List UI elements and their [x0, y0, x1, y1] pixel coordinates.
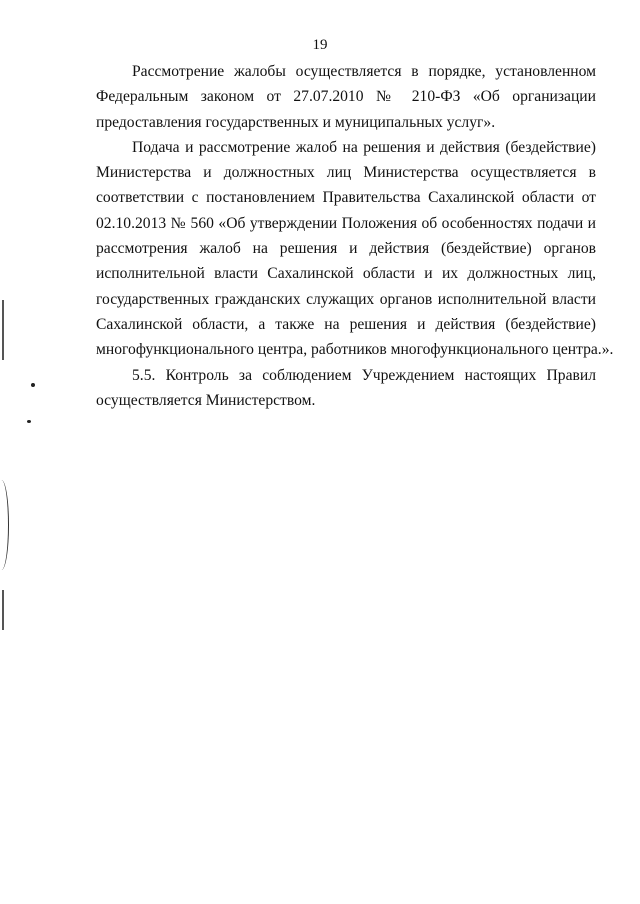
text-line: соответствии с постановлением Правительства Сахалинской области от — [96, 189, 596, 207]
text-line: исполнительной власти Сахалинской области и их должностных лиц, — [96, 265, 596, 283]
scan-speck — [31, 383, 35, 387]
text-line: рассмотрения жалоб на решения и действия (бездействие) органов — [96, 240, 596, 258]
text-line: 02.10.2013 № 560 «Об утверждении Положения об особенностях подачи и — [96, 214, 596, 232]
text-line: Рассмотрение жалобы осуществляется в порядке, установленном — [132, 63, 596, 80]
text-line: осуществляется Министерством. — [96, 391, 316, 409]
text-line: Федеральным законом от 27.07.2010 № 210-ФЗ «Об организации — [96, 88, 596, 106]
scan-speck — [27, 420, 31, 423]
text-line: Сахалинской области, а также на решения и действия (бездействие) — [96, 315, 596, 333]
scan-edge-line — [2, 590, 4, 630]
text-line: предоставления государственных и муниципальных услуг». — [96, 113, 496, 131]
text-line: Министерства и должностных лиц Министерства осуществляется в — [96, 164, 596, 182]
text-line: Подача и рассмотрение жалоб на решения и действия (бездействие) — [132, 138, 596, 156]
paragraph-complaint-submission — [96, 135, 614, 363]
scan-edge-line — [2, 300, 4, 360]
text-line: государственных гражданских служащих органов исполнительной власти — [96, 290, 596, 308]
document-body — [96, 59, 614, 413]
text-line: 5.5. Контроль за соблюдением Учреждением настоящих Правил — [132, 366, 596, 384]
page-number: 19 — [312, 37, 328, 53]
scan-edge-curve — [0, 480, 9, 570]
paragraph-5-5-control — [96, 363, 596, 414]
text-line: многофункционального центра, работников многофункционального центра.». — [96, 341, 614, 359]
paragraph-complaint-procedure — [96, 59, 596, 135]
